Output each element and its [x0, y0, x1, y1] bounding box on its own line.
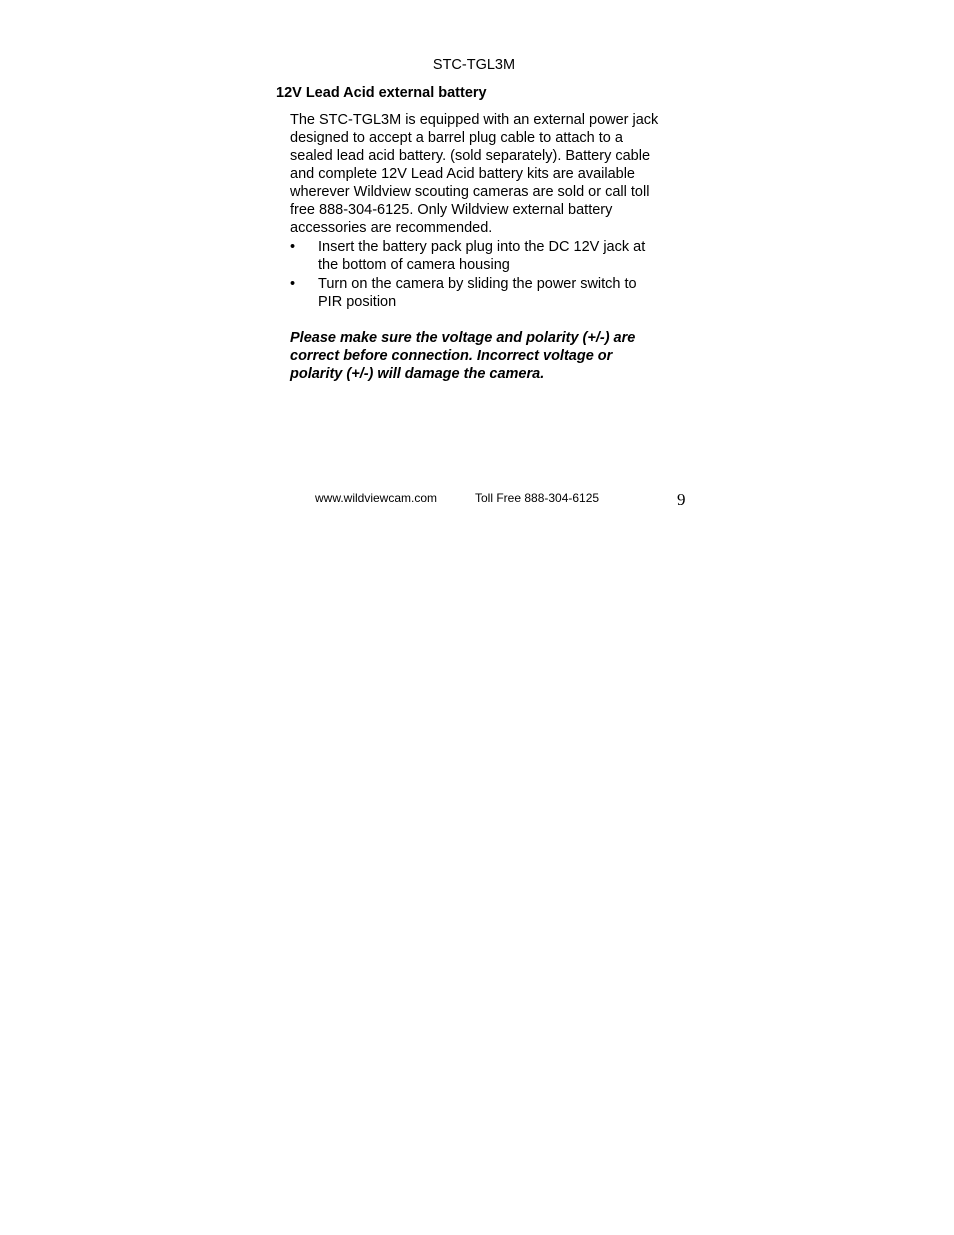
bullet-icon: • [290, 276, 296, 292]
intro-line: accessories are recommended. [290, 220, 493, 236]
list-item-line: Insert the battery pack plug into the DC 12V jack at [318, 239, 646, 255]
intro-line: and complete 12V Lead Acid battery kits are available [290, 166, 635, 182]
page-header [0, 56, 954, 74]
footer-phone: Toll Free 888-304-6125 [475, 491, 600, 505]
bullet-icon: • [290, 239, 296, 255]
list-item-line: Turn on the camera by sliding the power switch to [318, 276, 637, 292]
instruction-list [290, 238, 690, 311]
section-body [290, 111, 690, 383]
section-heading: 12V Lead Acid external battery [276, 85, 487, 101]
intro-line: The STC-TGL3M is equipped with an external power jack [290, 112, 659, 128]
list-item-line: the bottom of camera housing [318, 257, 510, 273]
warning-line: polarity (+/-) will damage the camera. [290, 366, 545, 382]
model-name: STC-TGL3M [432, 57, 516, 73]
warning-note [290, 329, 690, 383]
list-item [290, 238, 690, 274]
intro-line: sealed lead acid battery. (sold separately). Battery cable [290, 148, 651, 164]
intro-paragraph [290, 111, 690, 237]
intro-line: designed to accept a barrel plug cable to attach to a [290, 130, 623, 146]
list-item-line: PIR position [318, 294, 397, 310]
warning-line: correct before connection. Incorrect voltage or [290, 348, 613, 364]
intro-line: wherever Wildview scouting cameras are sold or call toll [290, 184, 650, 200]
page-number: 9 [677, 490, 686, 509]
warning-line: Please make sure the voltage and polarity (+/-) are [290, 330, 636, 346]
footer-website: www.wildviewcam.com [315, 491, 438, 505]
list-item [290, 275, 690, 311]
intro-line: free 888-304-6125. Only Wildview external battery [290, 202, 613, 218]
